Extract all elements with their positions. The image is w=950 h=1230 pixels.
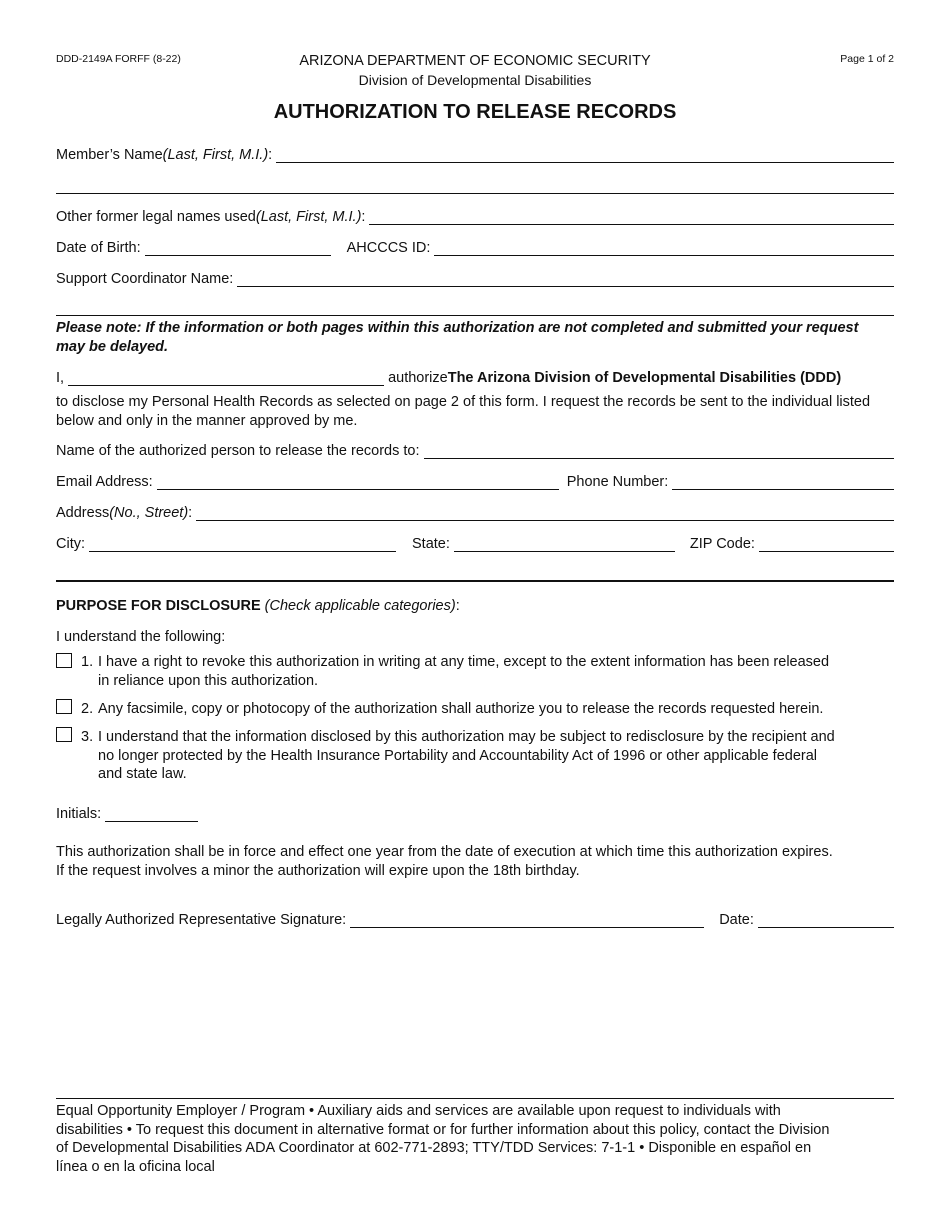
coordinator-label: Support Coordinator Name: xyxy=(56,271,234,287)
state-field[interactable] xyxy=(454,535,675,552)
address-row: Address (No., Street) : xyxy=(56,504,894,521)
signature-label: Legally Authorized Representative Signature: xyxy=(56,912,347,928)
page-title: AUTHORIZATION TO RELEASE RECORDS xyxy=(273,101,677,123)
authorize-statement: to disclose my Personal Health Records as selected on page 2 of this form. I request the records be sent to the individual listed below and only in the manner approved by me. xyxy=(56,394,871,429)
former-names-hint: (Last, First, M.I.) xyxy=(255,209,362,225)
purpose-heading: PURPOSE FOR DISCLOSURE xyxy=(56,598,261,614)
authorized-person-row xyxy=(56,442,894,459)
completion-note: Please note: If the information or both pages within this authorization are not completed and submitted your request may be delayed. xyxy=(56,320,859,355)
former-names-row: Other former legal names used (Last, First, M.I.) : xyxy=(56,208,894,225)
phone-label: Phone Number: xyxy=(566,474,669,490)
initials-row xyxy=(56,805,216,822)
state-label: State: xyxy=(412,536,450,552)
contact-row xyxy=(56,473,894,490)
city-state-zip-row xyxy=(56,535,894,552)
ahcccs-field[interactable] xyxy=(434,239,894,256)
dob-ahcccs-row xyxy=(56,239,894,256)
purpose-hint: (Check applicable categories) xyxy=(264,598,456,614)
initials-field[interactable] xyxy=(105,805,198,822)
member-name-field[interactable] xyxy=(276,146,894,163)
purpose-checkbox-3[interactable] xyxy=(56,727,72,742)
purpose-heading-line: PURPOSE FOR DISCLOSURE (Check applicable categories): xyxy=(56,598,460,614)
city-field[interactable] xyxy=(89,535,396,552)
coordinator-row xyxy=(56,270,894,287)
coordinator-continuation-line[interactable] xyxy=(56,315,894,316)
authorized-entity: The Arizona Division of Developmental Disabilities (DDD) xyxy=(447,370,842,386)
city-label: City: xyxy=(56,536,85,552)
former-names-label: Other former legal names used xyxy=(56,209,256,225)
section-divider xyxy=(56,580,894,582)
date-label: Date: xyxy=(719,912,754,928)
member-name-label: Member’s Name xyxy=(56,147,163,163)
authorize-verb: authorize xyxy=(388,370,448,386)
purpose-intro: I understand the following: xyxy=(56,629,226,645)
agency-name: ARIZONA DEPARTMENT OF ECONOMIC SECURITY xyxy=(299,53,651,69)
purpose-item-2: 2. Any facsimile, copy or photocopy of the authorization shall authorize you to release the records requested herein. xyxy=(81,701,824,717)
dob-field[interactable] xyxy=(145,239,331,256)
address-hint: (No., Street) xyxy=(109,505,189,521)
page-number: Page 1 of 2 xyxy=(840,53,894,65)
expiry-statement: This authorization shall be in force and effect one year from the date of execution at which time this authorization expires. If the request involves a minor the authorization will expire upon the 18th birthday. xyxy=(56,844,833,879)
purpose-item-3: 3. I understand that the information disclosed by this authorization may be subject to redisclosure by the recipient and no longer protected by the Health Insurance Portability and Accountability Act of 1996 or other applicable federal and state law. xyxy=(81,729,835,782)
date-field[interactable] xyxy=(758,911,894,928)
member-name-hint: (Last, First, M.I.) xyxy=(162,147,269,163)
form-code: DDD-2149A FORFF (8-22) xyxy=(56,53,181,65)
authorized-person-field[interactable] xyxy=(424,442,894,459)
footer-text: Equal Opportunity Employer / Program • Auxiliary aids and services are available upon request to individuals with disabilities • To request this document in alternative format or for further information about this policy, contact the Division of Developmental Disabilities ADA Coordinator at 602-771-2893; TTY/TDD Services: 7-1-1 • Disponible en español en línea o en la oficina local xyxy=(56,1103,830,1175)
member-name-row: Member’s Name (Last, First, M.I.) : xyxy=(56,146,894,163)
zip-label: ZIP Code: xyxy=(689,536,755,552)
initials-label: Initials: xyxy=(56,806,102,822)
purpose-checkbox-1[interactable] xyxy=(56,653,72,668)
dob-label: Date of Birth: xyxy=(56,240,141,256)
signature-row xyxy=(56,911,894,928)
purpose-checkbox-2[interactable] xyxy=(56,699,72,714)
authorize-row xyxy=(56,369,894,386)
email-label: Email Address: xyxy=(56,474,153,490)
zip-field[interactable] xyxy=(759,535,894,552)
purpose-item-1: 1. I have a right to revoke this authorization in writing at any time, except to the extent information has been released in reliance upon this authorization. xyxy=(81,654,830,689)
phone-field[interactable] xyxy=(672,473,894,490)
authorize-prefix: I, xyxy=(56,370,65,386)
authorized-person-label: Name of the authorized person to release the records to: xyxy=(56,443,420,459)
former-names-field[interactable] xyxy=(369,208,894,225)
division-name: Division of Developmental Disabilities xyxy=(358,72,592,88)
member-name-continuation-line[interactable] xyxy=(56,193,894,194)
footer-divider xyxy=(56,1098,894,1099)
address-field[interactable] xyxy=(196,504,894,521)
signature-field[interactable] xyxy=(350,911,704,928)
address-label: Address xyxy=(56,505,110,521)
coordinator-field[interactable] xyxy=(237,270,894,287)
ahcccs-label: AHCCCS ID: xyxy=(346,240,431,256)
authorizer-name-field[interactable] xyxy=(68,369,384,386)
email-field[interactable] xyxy=(157,473,559,490)
